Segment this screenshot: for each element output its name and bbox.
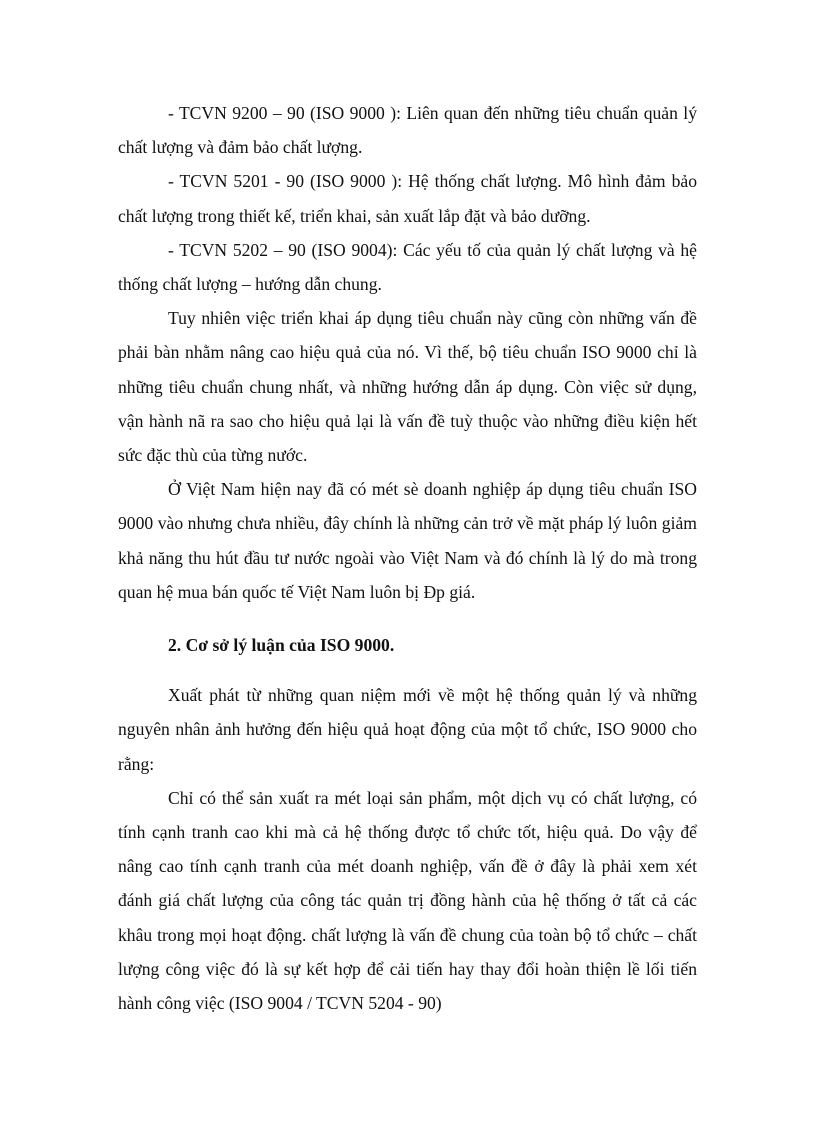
paragraph-vietnam: Ở Việt Nam hiện nay đã có mét sè doanh nghiệp áp dụng tiêu chuẩn ISO 9000 vào nhưng chưa nhiều, đây chính là những cản trở về mặt pháp lý luôn giảm khả năng thu hút đầu tư nước ngoài vào Việt Nam và đó chính là lý do mà trong quan hệ mua bán quốc tế Việt Nam luôn bị Ðp giá. bbox=[118, 479, 697, 602]
paragraph-implementation: Tuy nhiên việc triển khai áp dụng tiêu chuẩn này cũng còn những vấn đề phải bàn nhằm nâng cao hiệu quả của nó. Vì thế, bộ tiêu chuẩn ISO 9000 chỉ là những tiêu chuẩn chung nhất, và những hướng dẫn áp dụng. Còn việc sử dụng, vận hành nã ra sao cho hiệu quả lại là vấn đề tuỳ thuộc vào những điều kiện hết sức đặc thù của từng nước. bbox=[118, 308, 697, 466]
paragraph-tcvn-5201: - TCVN 5201 - 90 (ISO 9000 ): Hệ thống chất lượng. Mô hình đảm bảo chất lượng trong thiết kế, triển khai, sản xuất lắp đặt và bảo dưỡng. bbox=[118, 171, 697, 226]
section-heading: 2. Cơ sở lý luận của ISO 9000. bbox=[168, 635, 395, 656]
paragraph-tcvn-5202: - TCVN 5202 – 90 (ISO 9004): Các yếu tố của quản lý chất lượng và hệ thống chất lượng – hướng dẫn chung. bbox=[118, 239, 697, 295]
paragraph-tcvn-9200: - TCVN 9200 – 90 (ISO 9000 ): Liên quan đến những tiêu chuẩn quản lý chất lượng và đảm bảo chất lượng. bbox=[118, 103, 697, 158]
paragraph-origin: Xuất phát từ những quan niệm mới về một hệ thống quản lý và những nguyên nhân ảnh hưởng đến hiệu quả hoạt động của một tổ chức, ISO 9000 cho rằng: bbox=[118, 685, 697, 774]
document-page bbox=[118, 96, 697, 1020]
paragraph-quality-system: Chỉ có thể sản xuất ra mét loại sản phẩm, một dịch vụ có chất lượng, có tính cạnh tranh cao khi mà cả hệ thống được tổ chức tốt, hiệu quả. Do vậy để nâng cao tính cạnh tranh của mét doanh nghiệp, vấn đề ở đây là phải xem xét đánh giá chất lượng của công tác quản trị đồng hành của hệ thống ở tất cả các khâu trong mọi hoạt động. chất lượng là vấn đề chung của toàn bộ tổ chức – chất lượng công việc đó là sự kết hợp để cải tiến hay thay đổi hoàn thiện lề lối tiến hành công việc (ISO 9004 / TCVN 5204 - 90) bbox=[118, 787, 697, 1014]
